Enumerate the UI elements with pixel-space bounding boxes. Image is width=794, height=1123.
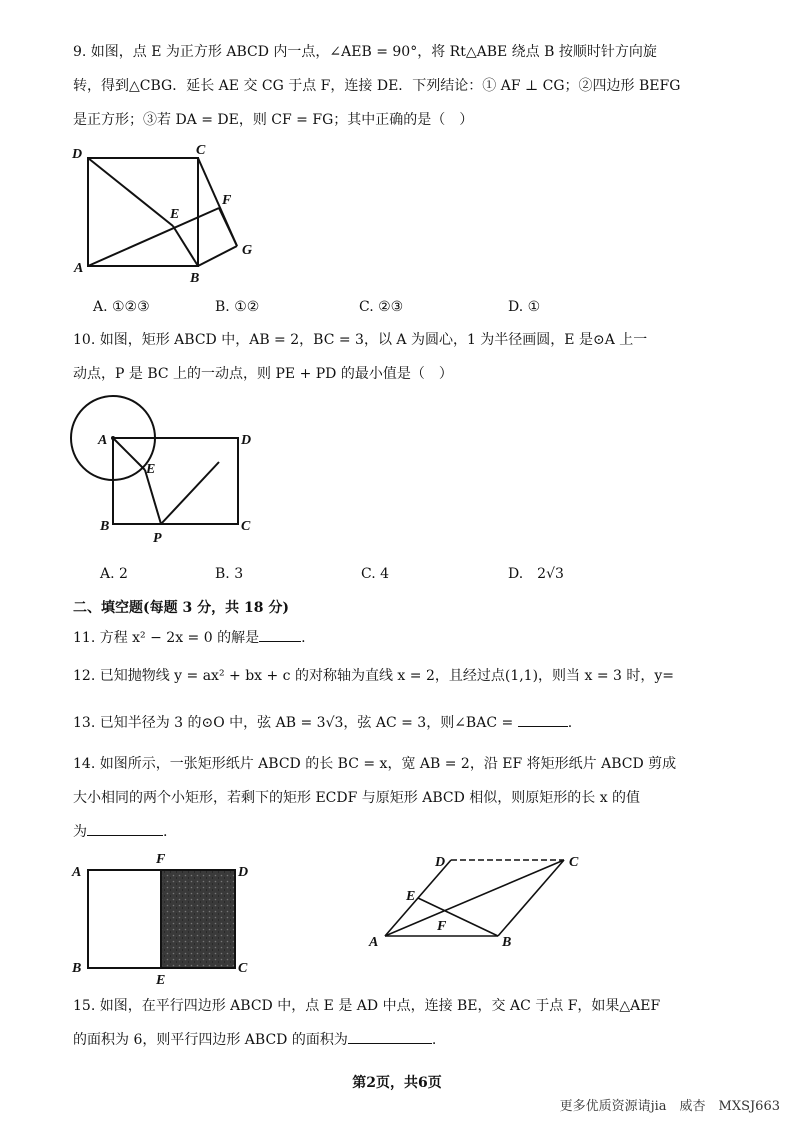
q9-option-b[interactable]: B. ①② bbox=[215, 299, 260, 315]
q9-line-fg bbox=[219, 208, 237, 246]
q10-figure bbox=[60, 390, 280, 550]
q9-line3: 是正方形；③若 DA = DE，则 CF = FG；其中正确的是（ ） bbox=[73, 112, 474, 128]
watermark-text: 更多优质资源请jia 威杏 MXSJ663 bbox=[559, 1099, 780, 1114]
q10-option-a[interactable]: A. 2 bbox=[100, 566, 128, 582]
q11-text bbox=[73, 628, 754, 648]
q9-label-d: D bbox=[72, 147, 83, 162]
q14-remaining-rectangle-ecdf bbox=[161, 870, 235, 968]
q14-label-d: D bbox=[238, 865, 249, 880]
q15-tail: . bbox=[431, 1032, 437, 1048]
q14-label-c: C bbox=[238, 961, 248, 976]
q15-label-a: A bbox=[369, 935, 379, 950]
q10-line-ae bbox=[113, 438, 145, 470]
q15-line-cb bbox=[498, 860, 564, 936]
page-number-footer: 第2页，共6页 bbox=[352, 1075, 442, 1091]
q9-option-d[interactable]: D. ① bbox=[508, 299, 541, 315]
q10-option-b[interactable]: B. 3 bbox=[215, 566, 244, 582]
q15-label-b: B bbox=[502, 935, 512, 950]
q14-prompt-end: 为 bbox=[73, 824, 87, 840]
q13-tail: . bbox=[567, 715, 573, 731]
q15-label-c: C bbox=[569, 855, 579, 870]
q15-figure bbox=[365, 848, 595, 953]
q14-label-b: B bbox=[72, 961, 82, 976]
q14-label-f: F bbox=[156, 852, 166, 867]
q15-prompt-end: 的面积为 6，则平行四边形 ABCD 的面积为 bbox=[73, 1032, 348, 1048]
q14-tail: . bbox=[163, 824, 168, 840]
q13-answer-blank[interactable] bbox=[518, 726, 568, 727]
q10-label-b: B bbox=[100, 519, 110, 534]
q10-option-d[interactable]: D. 2√3 bbox=[508, 566, 564, 582]
q11-prompt: 11. 方程 x² − 2x = 0 的解是 bbox=[73, 630, 260, 646]
q13-prompt: 13. 已知半径为 3 的⊙O 中，弦 AB = 3√3，弦 AC = 3，则∠BAC = bbox=[73, 715, 514, 731]
q9-option-c[interactable]: C. ②③ bbox=[359, 299, 404, 315]
q9-line-be bbox=[173, 226, 198, 266]
q9-line2: 转，得到△CBG．延长 AE 交 CG 于点 F，连接 DE．下列结论：① AF ⊥ CG；②四边形 BEFG bbox=[73, 78, 681, 94]
q11-answer-blank[interactable] bbox=[259, 641, 301, 642]
q10-rectangle bbox=[113, 438, 238, 524]
q10-label-e: E bbox=[146, 462, 156, 477]
q15-label-d: D bbox=[435, 855, 446, 870]
q9-line-bg bbox=[198, 246, 237, 266]
q10-option-c[interactable]: C. 4 bbox=[361, 566, 390, 582]
q9-label-a: A bbox=[74, 261, 84, 276]
q9-line-de bbox=[88, 158, 173, 226]
q10-label-d: D bbox=[241, 433, 252, 448]
q12-text: 12. 已知抛物线 y = ax² + bx + c 的对称轴为直线 x = 2，且经过点(1,1)，则当 x = 3 时，y= bbox=[73, 668, 675, 684]
q9-label-e: E bbox=[170, 207, 180, 222]
q14-label-a: A bbox=[72, 865, 82, 880]
q15-label-f: F bbox=[437, 919, 447, 934]
q9-line1: 9. 如图，点 E 为正方形 ABCD 内一点，∠AEB = 90°，将 Rt△ABE 绕点 B 按顺时针方向旋 bbox=[73, 44, 657, 60]
q10-label-c: C bbox=[241, 519, 251, 534]
q14-answer-blank[interactable] bbox=[87, 835, 163, 836]
q15-answer-blank[interactable] bbox=[348, 1043, 432, 1044]
q10-label-p: P bbox=[153, 531, 162, 546]
q14-label-e: E bbox=[156, 973, 166, 988]
q10-label-a: A bbox=[98, 433, 108, 448]
section-fill-in-title: 二、填空题(每题 3 分，共 18 分) bbox=[73, 600, 289, 616]
q9-line-af bbox=[88, 208, 219, 266]
q14-line3 bbox=[73, 822, 754, 842]
q10-line1: 10. 如图，矩形 ABCD 中，AB = 2，BC = 3，以 A 为圆心，1 为半径画圆，E 是⊙A 上一 bbox=[73, 332, 648, 348]
q9-label-c: C bbox=[196, 143, 206, 158]
q15-line2 bbox=[73, 1030, 754, 1050]
q9-square bbox=[88, 158, 198, 266]
q10-line-pd bbox=[161, 462, 219, 524]
q10-line-ep bbox=[145, 470, 161, 524]
q14-line2: 大小相同的两个小矩形，若剩下的矩形 ECDF 与原矩形 ABCD 相似，则原矩形的长 x 的值 bbox=[73, 790, 641, 806]
q11-tail: . bbox=[301, 630, 306, 646]
q9-figure bbox=[70, 140, 270, 290]
q15-label-e: E bbox=[406, 889, 416, 904]
q9-label-f: F bbox=[222, 193, 232, 208]
q9-label-g: G bbox=[242, 243, 253, 258]
q14-figure bbox=[70, 850, 260, 988]
q10-point-a bbox=[111, 436, 115, 440]
q9-label-b: B bbox=[190, 271, 200, 286]
q13-text bbox=[73, 713, 754, 733]
q10-line2: 动点，P 是 BC 上的一动点，则 PE + PD 的最小值是（ ） bbox=[73, 366, 453, 382]
q14-line1: 14. 如图所示，一张矩形纸片 ABCD 的长 BC = x，宽 AB = 2，沿 EF 将矩形纸片 ABCD 剪成 bbox=[73, 756, 677, 772]
q15-line1: 15. 如图，在平行四边形 ABCD 中，点 E 是 AD 中点，连接 BE，交 AC 于点 F，如果△AEF bbox=[73, 998, 661, 1014]
q9-option-a[interactable]: A. ①②③ bbox=[93, 299, 150, 315]
